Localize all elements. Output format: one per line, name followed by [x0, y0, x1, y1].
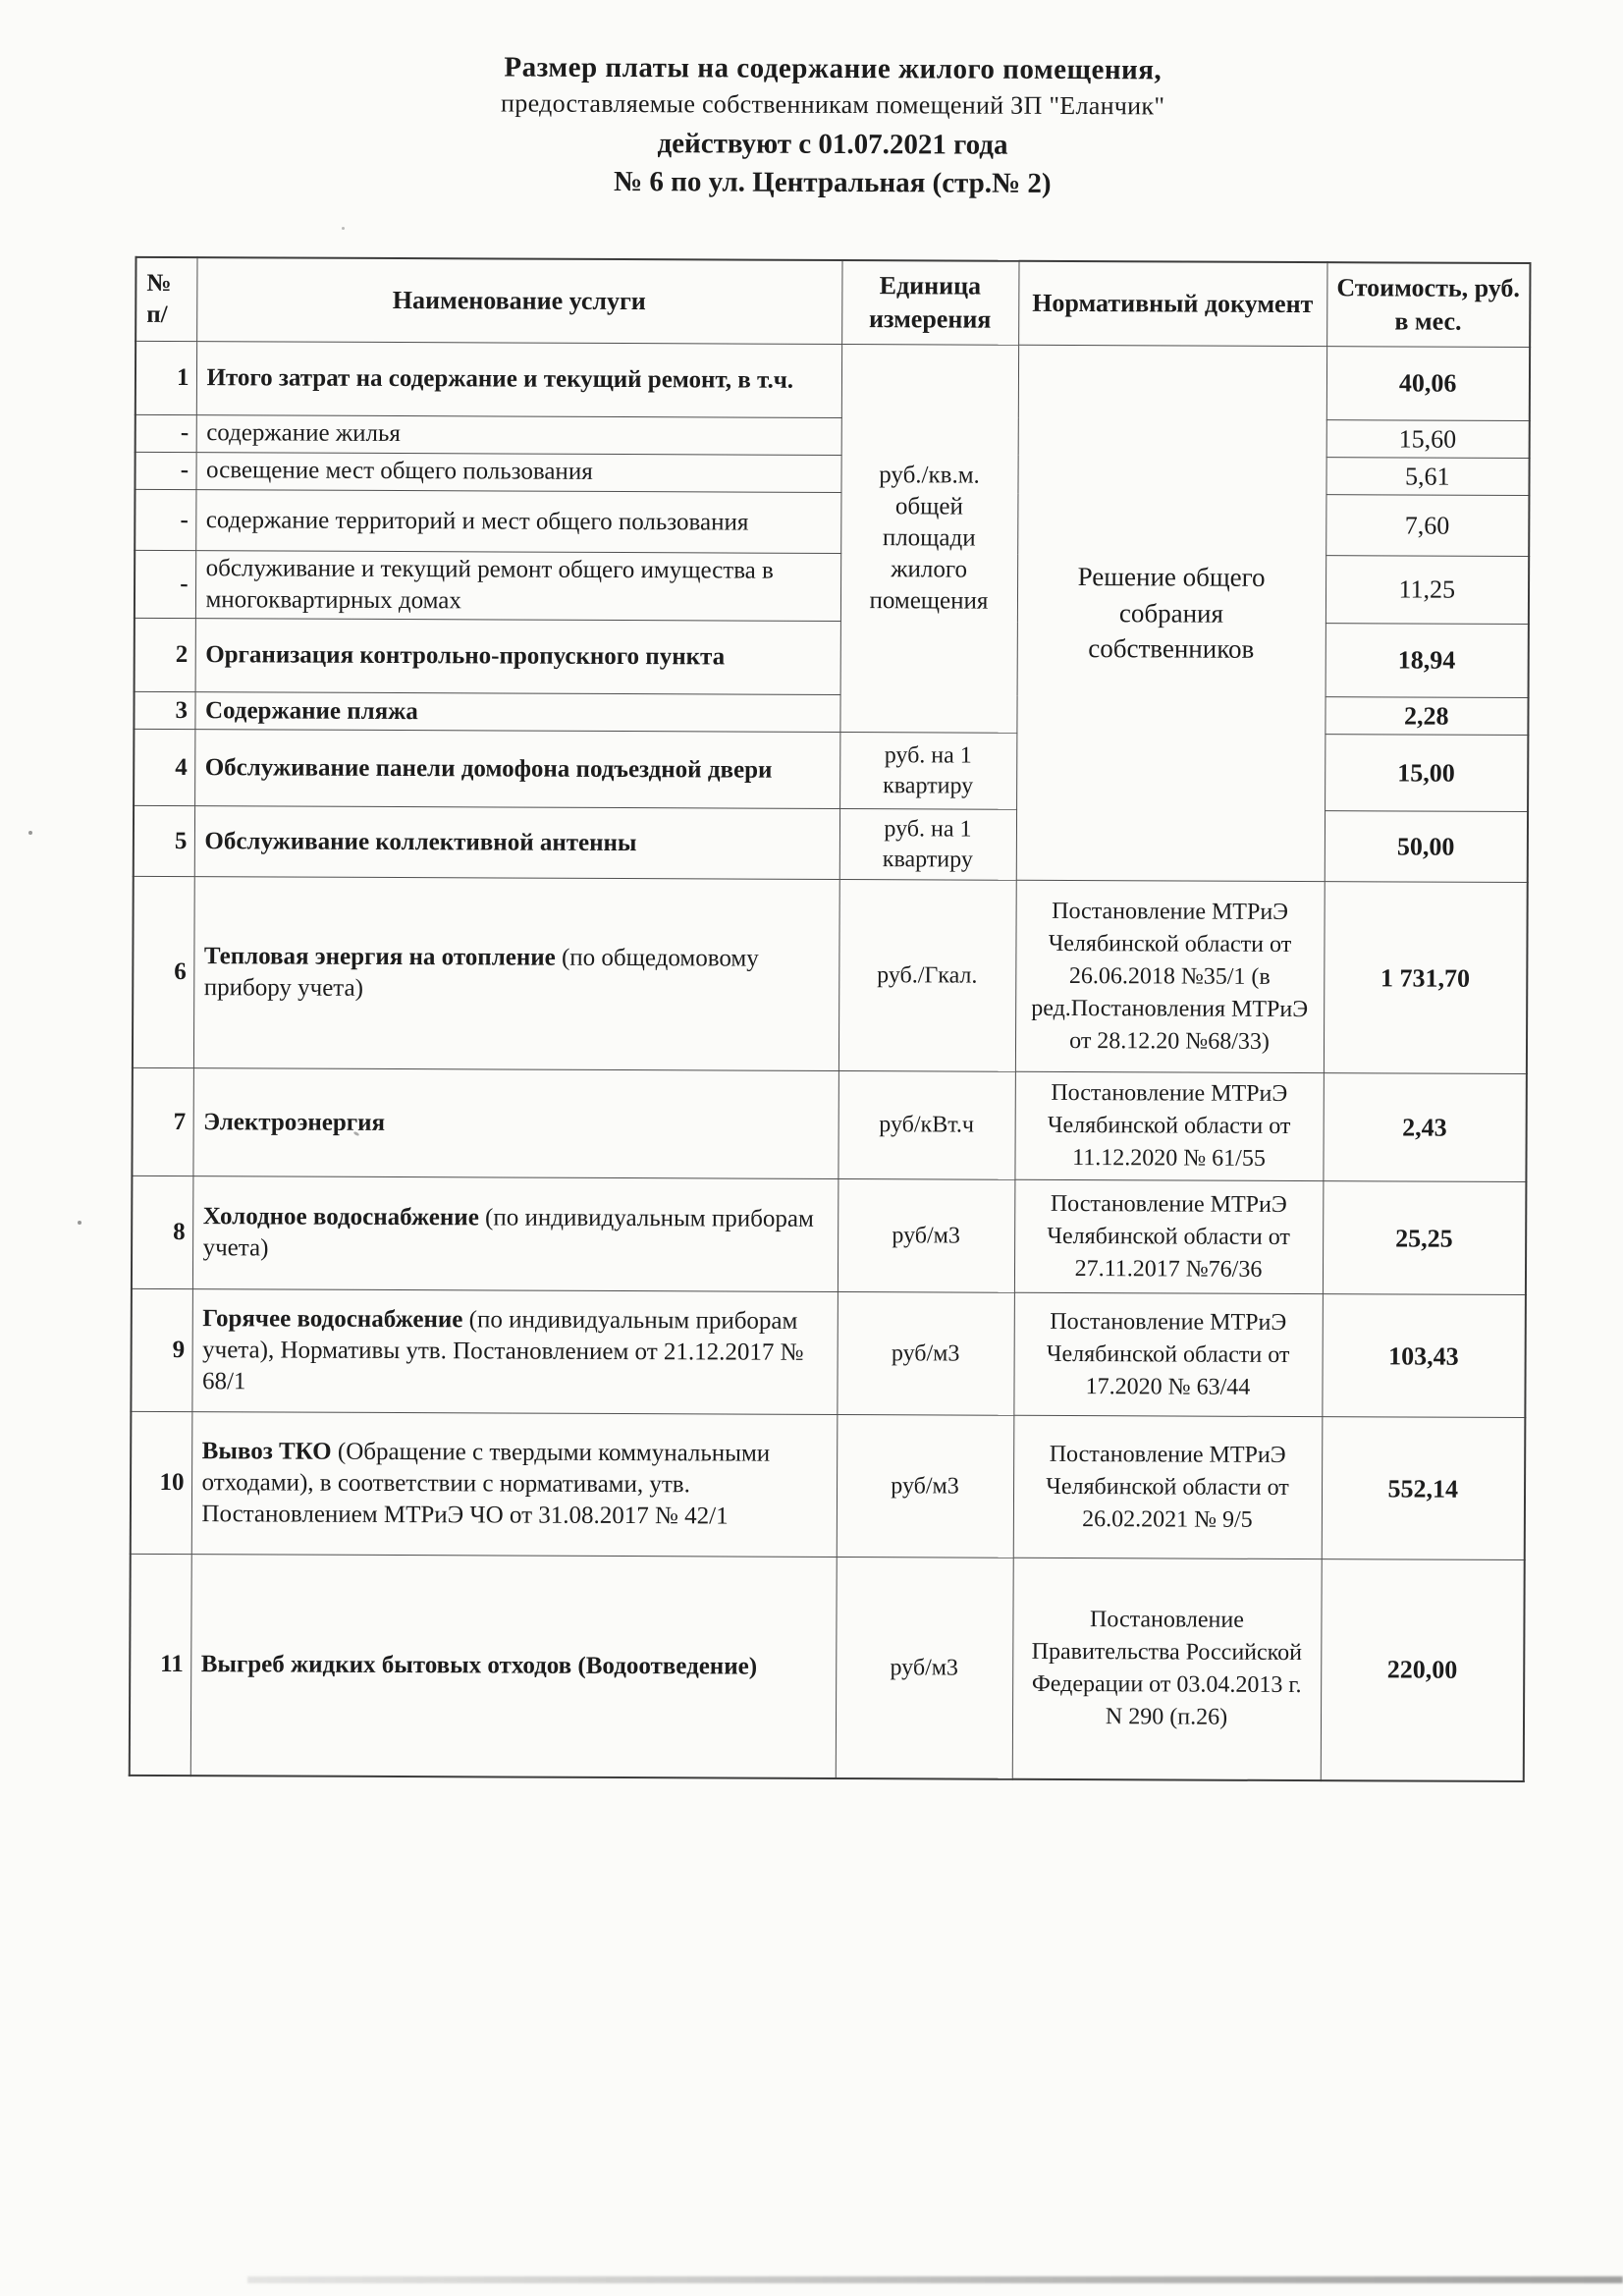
- title-line-2: предоставляемые собственникам помещений ЗП "Еланчик": [501, 88, 1165, 121]
- row-number: 4: [134, 730, 194, 806]
- service-name-rest: обслуживание и текущий ремонт общего имущества в многоквартирных домах: [205, 555, 774, 615]
- unit-cell: руб/кВт.ч: [838, 1071, 1014, 1180]
- cost-value: 11,25: [1325, 556, 1529, 625]
- row-number: 1: [135, 341, 196, 414]
- column-header-unit: Единица измерения: [841, 260, 1018, 345]
- service-name-rest: содержание жилья: [206, 419, 401, 448]
- service-name-bold: Обслуживание коллективной антенны: [204, 827, 637, 856]
- cost-value: 40,06: [1326, 346, 1530, 420]
- document-title-block: [135, 48, 1531, 203]
- cost-value: 7,60: [1325, 495, 1529, 557]
- doc-cell: Постановление Правительства Российской Федерации от 03.04.2013 г. N 290 (п.26): [1012, 1558, 1322, 1780]
- service-name-bold: Вывоз ТКО: [201, 1438, 332, 1466]
- cost-value: 220,00: [1321, 1559, 1525, 1781]
- table-row: [132, 1176, 1526, 1295]
- scan-speck: [78, 1221, 81, 1225]
- column-header-num: № п/: [135, 257, 196, 341]
- row-number: -: [135, 550, 195, 618]
- fee-table: [129, 256, 1532, 1782]
- row-number: 5: [134, 806, 194, 877]
- service-name: [191, 1412, 838, 1558]
- service-name: [195, 452, 840, 492]
- doc-cell: Постановление МТРиЭ Челябинской области от 26.02.2021 № 9/5: [1013, 1416, 1323, 1559]
- service-name-bold: Холодное водоснабжение: [202, 1203, 479, 1231]
- table-row: [131, 1289, 1526, 1418]
- doc-span-cell: Решение общего собрания собственников: [1016, 345, 1326, 882]
- unit-cell: руб. на 1 квартиру: [839, 809, 1016, 881]
- cost-value: 2,28: [1325, 697, 1528, 736]
- service-name: [191, 1289, 838, 1415]
- row-number: -: [135, 489, 195, 550]
- service-name-bold: Горячее водоснабжение: [202, 1305, 463, 1334]
- service-name: [195, 551, 840, 622]
- row-number: 8: [132, 1176, 193, 1289]
- row-number: 10: [131, 1412, 192, 1555]
- scan-speck: [342, 227, 345, 230]
- doc-cell: Постановление МТРиЭ Челябинской области от 27.11.2017 №76/36: [1014, 1180, 1323, 1294]
- document-content: [1, 0, 1623, 1730]
- service-name-rest: (Обращение с твердыми коммунальными отходами), в соответствии с нормативами, утв. Постановлением МТРиЭ ЧО от 31.08.2017 № 42/1: [201, 1439, 771, 1530]
- unit-cell: руб./Гкал.: [839, 880, 1016, 1072]
- service-name: [194, 806, 839, 880]
- table-row: [131, 1412, 1526, 1560]
- unit-cell: руб/м3: [836, 1558, 1013, 1779]
- service-name-rest: (по индивидуальным приборам учета), Нормативы утв. Постановлением от 21.12.2017 № 68/1: [201, 1306, 804, 1395]
- row-number: 9: [131, 1289, 192, 1412]
- service-name: [196, 414, 841, 455]
- doc-cell: Постановление МТРиЭ Челябинской области от 17.2020 № 63/44: [1013, 1293, 1323, 1417]
- service-name: [190, 1555, 837, 1778]
- title-line-1: Размер платы на содержание жилого помещения,: [504, 51, 1163, 86]
- row-number: 3: [134, 691, 194, 730]
- table-row: [130, 1555, 1525, 1781]
- row-number: 11: [130, 1555, 191, 1776]
- cost-value: 103,43: [1322, 1294, 1526, 1418]
- row-number: -: [135, 452, 195, 490]
- service-name: [193, 877, 839, 1071]
- service-name-bold: Организация контрольно-пропускного пункта: [205, 641, 726, 671]
- doc-cell: Постановление МТРиЭ Челябинской области от 26.06.2018 №35/1 (в ред.Постановления МТРиЭ от 28.12.20 №68/33): [1015, 881, 1325, 1073]
- service-name-bold: Электроэнергия: [203, 1108, 386, 1136]
- cost-value: 25,25: [1323, 1181, 1526, 1295]
- scan-speck: [28, 831, 32, 835]
- service-name-rest: содержание территорий и мест общего пользования: [205, 506, 749, 536]
- unit-span-cell: руб./кв.м. общей площади жилого помещения: [839, 344, 1018, 734]
- service-name-bold: Выгреб жидких бытовых отходов (Водоотведение): [200, 1651, 758, 1680]
- service-name: [192, 1176, 838, 1292]
- cost-value: 5,61: [1325, 457, 1529, 495]
- unit-cell: руб. на 1 квартиру: [839, 733, 1016, 810]
- table-row: [132, 1068, 1526, 1182]
- table-row: [133, 877, 1528, 1074]
- column-header-service: Наименование услуги: [196, 257, 841, 344]
- unit-cell: руб/м3: [837, 1292, 1014, 1416]
- table-header-row: [135, 257, 1530, 347]
- service-name-rest: (по индивидуальным приборам учета): [202, 1204, 814, 1262]
- title-line-3: действуют с 01.07.2021 года: [657, 127, 1008, 161]
- cost-value: 18,94: [1325, 624, 1529, 698]
- scan-artifact-strip: [247, 2276, 1623, 2283]
- service-name-bold: Обслуживание панели домофона подъездной двери: [204, 753, 773, 784]
- service-name-bold: Тепловая энергия на отопление: [203, 943, 556, 972]
- unit-cell: руб/м3: [838, 1179, 1015, 1293]
- service-name-rest: (по общедомовому прибору учета): [203, 945, 759, 1003]
- cost-value: 552,14: [1322, 1417, 1526, 1560]
- cost-value: 15,60: [1326, 419, 1530, 458]
- cost-value: 2,43: [1323, 1073, 1526, 1182]
- column-header-doc: Нормативный документ: [1018, 261, 1326, 346]
- service-name: [194, 692, 839, 733]
- cost-value: 50,00: [1325, 811, 1528, 883]
- unit-cell: руб/м3: [837, 1415, 1014, 1558]
- cost-value: 15,00: [1325, 735, 1528, 812]
- row-number: 7: [132, 1068, 192, 1176]
- service-name: [194, 730, 839, 809]
- service-name: [195, 619, 840, 695]
- row-number: -: [135, 414, 196, 453]
- service-name: [192, 1068, 838, 1179]
- cost-value: 1 731,70: [1324, 882, 1528, 1074]
- title-line-4: № 6 по ул. Центральная (стр.№ 2): [613, 165, 1052, 199]
- row-number: 2: [135, 618, 195, 691]
- service-name-bold: Содержание пляжа: [204, 696, 418, 725]
- service-name-rest: освещение мест общего пользования: [206, 457, 593, 486]
- row-number: 6: [133, 877, 194, 1068]
- service-name-bold: Итого затрат на содержание и текущий ремонт, в т.ч.: [206, 363, 794, 394]
- table-row: [135, 341, 1530, 420]
- column-header-cost: Стоимость, руб. в мес.: [1326, 262, 1530, 347]
- service-name: [195, 490, 840, 554]
- service-name: [196, 341, 841, 417]
- doc-cell: Постановление МТРиЭ Челябинской области от 11.12.2020 № 61/55: [1014, 1072, 1323, 1181]
